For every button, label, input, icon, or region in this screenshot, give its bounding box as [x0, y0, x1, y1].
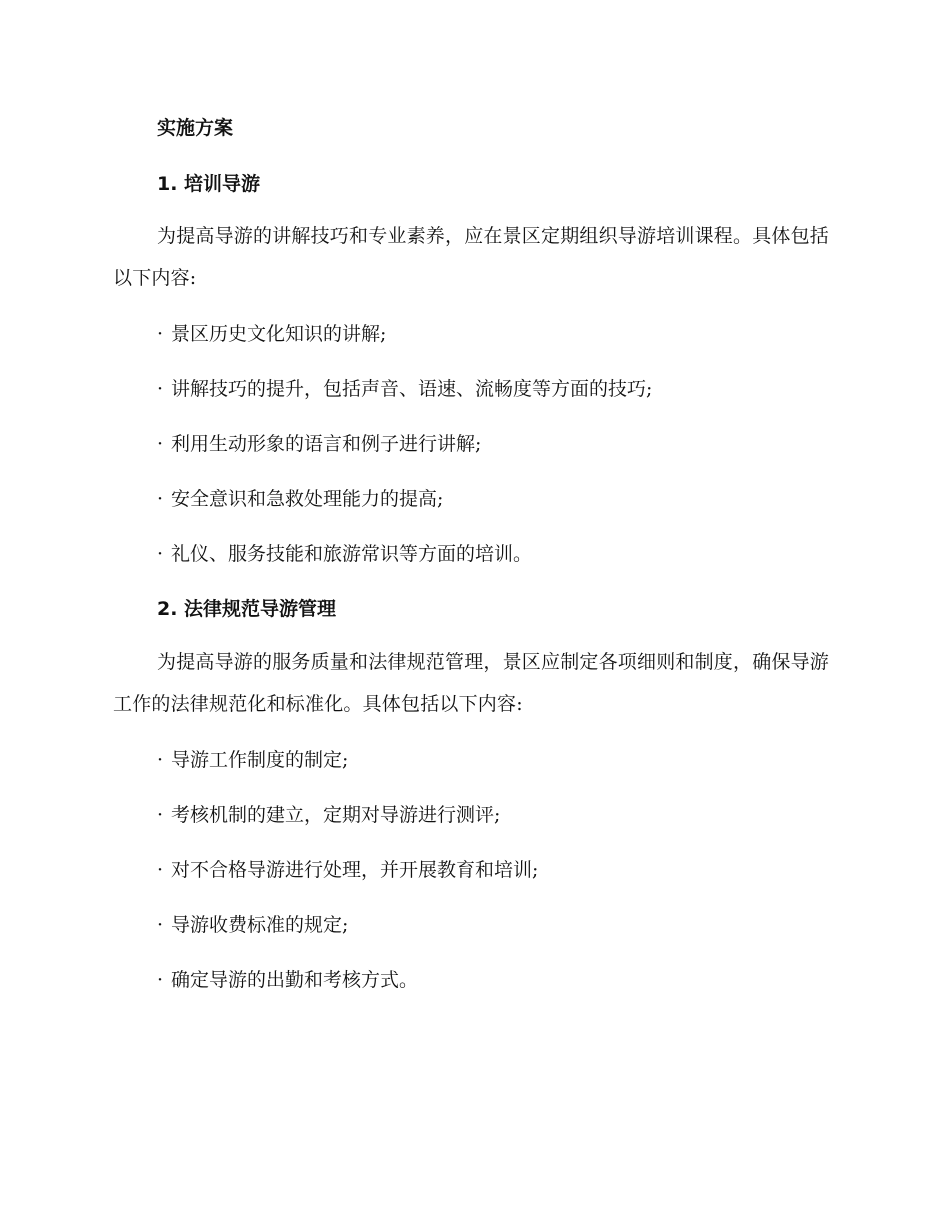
- bullet-text: 对不合格导游进行处理，并开展教育和培训;: [171, 859, 539, 881]
- bullet-dot: ·: [157, 488, 164, 510]
- bullet-dot: ·: [157, 378, 164, 400]
- section-2-bullet-2: [157, 802, 500, 828]
- bullet-text: 安全意识和急救处理能力的提高;: [171, 488, 444, 510]
- bullet-text: 讲解技巧的提升，包括声音、语速、流畅度等方面的技巧;: [171, 378, 653, 400]
- document-title: 实施方案: [157, 117, 234, 139]
- bullet-dot: ·: [157, 749, 164, 771]
- section-2-bullet-1: [157, 747, 348, 773]
- bullet-dot: ·: [157, 804, 164, 826]
- bullet-dot: ·: [157, 859, 164, 881]
- section-1-paragraph: 为提高导游的讲解技巧和专业素养，应在景区定期组织导游培训课程。具体包括以下内容:: [113, 225, 830, 289]
- bullet-text: 导游工作制度的制定;: [171, 749, 349, 771]
- bullet-dot: ·: [157, 969, 164, 991]
- section-2-bullet-3: [157, 857, 538, 883]
- bullet-text: 确定导游的出勤和考核方式。: [171, 969, 419, 991]
- bullet-text: 导游收费标准的规定;: [171, 914, 349, 936]
- section-1-bullet-5: [157, 541, 532, 567]
- bullet-text: 礼仪、服务技能和旅游常识等方面的培训。: [171, 543, 533, 565]
- section-1-heading: 1. 培训导游: [157, 173, 261, 195]
- bullet-text: 景区历史文化知识的讲解;: [171, 323, 387, 345]
- bullet-dot: ·: [157, 323, 164, 345]
- section-2-bullet-4: [157, 912, 348, 938]
- section-1-bullet-3: [157, 431, 481, 457]
- section-2-heading: 2. 法律规范导游管理: [157, 598, 337, 620]
- section-1-bullet-1: [157, 321, 386, 347]
- bullet-dot: ·: [157, 543, 164, 565]
- bullet-text: 考核机制的建立，定期对导游进行测评;: [171, 804, 501, 826]
- bullet-dot: ·: [157, 914, 164, 936]
- section-1-bullet-2: [157, 376, 652, 402]
- bullet-dot: ·: [157, 433, 164, 455]
- section-2-paragraph: 为提高导游的服务质量和法律规范管理，景区应制定各项细则和制度，确保导游工作的法律规范化和标准化。具体包括以下内容:: [113, 651, 830, 715]
- section-1-bullet-4: [157, 486, 443, 512]
- bullet-text: 利用生动形象的语言和例子进行讲解;: [171, 433, 482, 455]
- section-2-bullet-5: [157, 967, 418, 993]
